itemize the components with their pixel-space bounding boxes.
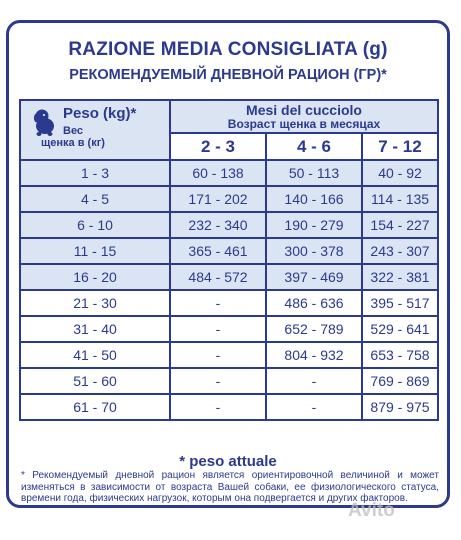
ration-cell: 879 - 975 xyxy=(362,394,438,420)
ration-cell: 154 - 227 xyxy=(362,212,438,238)
weight-cell: 31 - 40 xyxy=(20,316,170,342)
table-row xyxy=(20,212,438,238)
ration-cell: 190 - 279 xyxy=(266,212,362,238)
ration-table xyxy=(19,99,439,421)
months-header xyxy=(170,100,438,133)
ration-cell: 486 - 636 xyxy=(266,290,362,316)
weight-cell: 1 - 3 xyxy=(20,160,170,186)
ration-cell: 60 - 138 xyxy=(170,160,266,186)
table-row xyxy=(20,316,438,342)
ration-card xyxy=(6,20,450,508)
ration-cell: 300 - 378 xyxy=(266,238,362,264)
ration-cell: 652 - 789 xyxy=(266,316,362,342)
weight-header xyxy=(20,100,170,160)
age-range-4-6: 4 - 6 xyxy=(266,133,362,160)
weight-cell: 51 - 60 xyxy=(20,368,170,394)
ration-cell: 232 - 340 xyxy=(170,212,266,238)
ration-cell: 395 - 517 xyxy=(362,290,438,316)
footnote-text: * Рекомендуемый дневной рацион является ориентировочной величиной и может изменяться в зависимости от возраста Вашей собаки, ее физиологического статуса, времени года, физических нагрузок, которым она подвергается и других факторов. xyxy=(21,470,439,504)
table-row xyxy=(20,342,438,368)
ration-cell: 114 - 135 xyxy=(362,186,438,212)
ration-cell: - xyxy=(266,394,362,420)
ration-cell: - xyxy=(170,342,266,368)
ration-cell: 769 - 869 xyxy=(362,368,438,394)
footnote-title: * peso attuale xyxy=(179,453,277,470)
weight-cell: 61 - 70 xyxy=(20,394,170,420)
ration-cell: 322 - 381 xyxy=(362,264,438,290)
age-range-7-12: 7 - 12 xyxy=(362,133,438,160)
ration-cell: - xyxy=(170,394,266,420)
avito-watermark: Avito xyxy=(348,500,395,521)
ration-cell: 365 - 461 xyxy=(170,238,266,264)
ration-cell: 140 - 166 xyxy=(266,186,362,212)
table-row xyxy=(20,394,438,420)
ration-cell: 484 - 572 xyxy=(170,264,266,290)
months-header-it: Mesi del cucciolo xyxy=(246,101,362,118)
weight-header-ru-2: щенка в (кг) xyxy=(41,137,105,149)
ration-cell: - xyxy=(170,316,266,342)
weight-header-it: Peso (kg)* xyxy=(63,105,137,122)
ration-cell: - xyxy=(170,290,266,316)
title-italian: RAZIONE MEDIA CONSIGLIATA (g) xyxy=(68,39,388,60)
table-row xyxy=(20,290,438,316)
weight-cell: 16 - 20 xyxy=(20,264,170,290)
ration-cell: 397 - 469 xyxy=(266,264,362,290)
weight-cell: 11 - 15 xyxy=(20,238,170,264)
ration-cell: - xyxy=(266,368,362,394)
table-row xyxy=(20,238,438,264)
months-header-ru: Возраст щенка в месяцах xyxy=(227,116,381,131)
ration-cell: 40 - 92 xyxy=(362,160,438,186)
ration-cell: 171 - 202 xyxy=(170,186,266,212)
ration-cell: 50 - 113 xyxy=(266,160,362,186)
weight-cell: 21 - 30 xyxy=(20,290,170,316)
weight-header-ru-1: Вес xyxy=(63,125,84,137)
puppy-icon xyxy=(30,107,60,137)
ration-cell: 529 - 641 xyxy=(362,316,438,342)
table-row xyxy=(20,160,438,186)
weight-cell: 4 - 5 xyxy=(20,186,170,212)
table-row xyxy=(20,264,438,290)
ration-cell: 804 - 932 xyxy=(266,342,362,368)
ration-cell: - xyxy=(170,368,266,394)
ration-cell: 653 - 758 xyxy=(362,342,438,368)
age-range-2-3: 2 - 3 xyxy=(170,133,266,160)
table-row xyxy=(20,186,438,212)
table-row xyxy=(20,368,438,394)
ration-cell: 243 - 307 xyxy=(362,238,438,264)
weight-cell: 6 - 10 xyxy=(20,212,170,238)
weight-cell: 41 - 50 xyxy=(20,342,170,368)
title-russian: РЕКОМЕНДУЕМЫЙ ДНЕВНОЙ РАЦИОН (ГР)* xyxy=(69,67,387,83)
